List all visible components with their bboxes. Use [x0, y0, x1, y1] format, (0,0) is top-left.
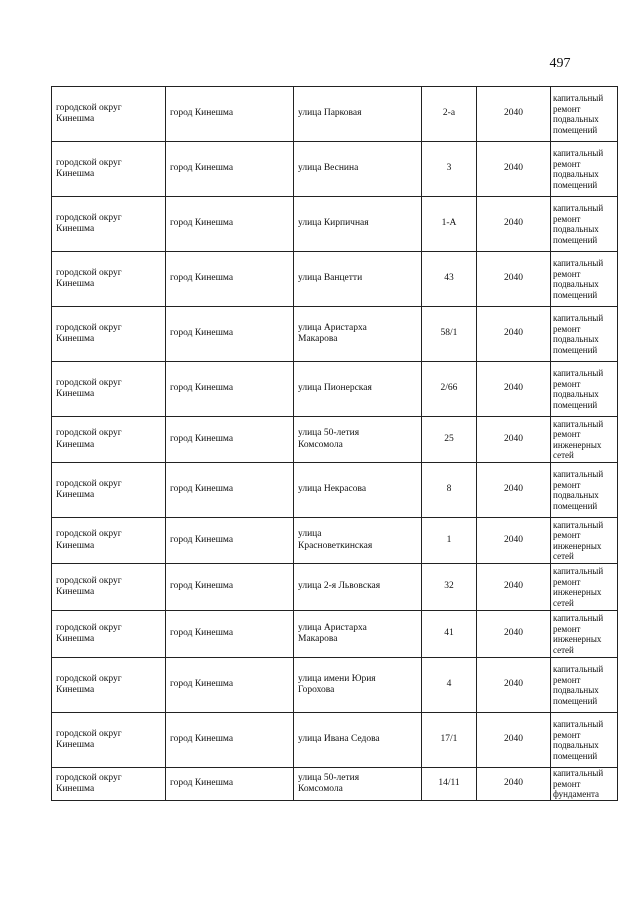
year-cell	[477, 307, 551, 362]
house-number-cell-text: 43	[444, 273, 454, 284]
house-number-cell	[422, 768, 477, 801]
street-cell	[294, 417, 422, 463]
year-cell-text: 2040	[504, 679, 523, 690]
year-cell-text: 2040	[504, 581, 523, 592]
municipality-cell	[52, 564, 166, 611]
settlement-cell	[166, 307, 294, 362]
settlement-cell-text: город Кинешма	[170, 328, 234, 339]
year-cell-text: 2040	[504, 383, 523, 394]
table-row	[52, 87, 618, 142]
street-cell-text: улица имени Юрия Горохова	[298, 673, 376, 695]
street-cell	[294, 142, 422, 197]
street-cell	[294, 197, 422, 252]
work-type-cell-text: капитальный ремонт инженерных сетей	[553, 613, 604, 655]
house-number-cell	[422, 142, 477, 197]
house-number-cell-text: 1-А	[441, 218, 457, 229]
year-cell	[477, 87, 551, 142]
work-type-cell	[551, 417, 618, 463]
street-cell	[294, 518, 422, 564]
house-number-cell	[422, 197, 477, 252]
work-type-cell-text: капитальный ремонт подвальных помещений	[553, 258, 604, 300]
street-cell	[294, 564, 422, 611]
municipality-cell	[52, 713, 166, 768]
municipality-cell-text: городской округ Кинешма	[56, 322, 122, 344]
year-cell	[477, 564, 551, 611]
municipality-cell-text: городской округ Кинешма	[56, 478, 122, 500]
settlement-cell-text: город Кинешма	[170, 433, 234, 444]
settlement-cell-text: город Кинешма	[170, 163, 234, 174]
work-type-cell-text: капитальный ремонт подвальных помещений	[553, 664, 604, 706]
municipality-cell-text: городской округ Кинешма	[56, 212, 122, 234]
year-cell	[477, 768, 551, 801]
house-number-cell	[422, 518, 477, 564]
year-cell-text: 2040	[504, 484, 523, 495]
settlement-cell-text: город Кинешма	[170, 581, 234, 592]
municipality-cell-text: городской округ Кинешма	[56, 428, 122, 450]
settlement-cell-text: город Кинешма	[170, 108, 234, 119]
page-number: 497	[549, 56, 571, 71]
street-cell-text: улица Веснина	[298, 163, 359, 174]
street-cell	[294, 768, 422, 801]
settlement-cell	[166, 362, 294, 417]
work-type-cell	[551, 713, 618, 768]
year-cell-text: 2040	[504, 163, 523, 174]
work-type-cell	[551, 142, 618, 197]
house-number-cell-text: 3	[446, 163, 452, 174]
table-row	[52, 768, 618, 801]
municipality-cell	[52, 611, 166, 658]
table-row	[52, 611, 618, 658]
street-cell-text: улица Пионерская	[298, 383, 372, 394]
street-cell	[294, 87, 422, 142]
year-cell-text: 2040	[504, 734, 523, 745]
settlement-cell	[166, 564, 294, 611]
year-cell	[477, 197, 551, 252]
settlement-cell	[166, 658, 294, 713]
settlement-cell-text: город Кинешма	[170, 218, 234, 229]
street-cell	[294, 463, 422, 518]
year-cell	[477, 463, 551, 518]
settlement-cell-text: город Кинешма	[170, 679, 234, 690]
house-number-cell-text: 58/1	[440, 328, 458, 339]
municipality-cell-text: городской округ Кинешма	[56, 529, 122, 551]
house-number-cell-text: 32	[444, 581, 454, 592]
house-number-cell-text: 25	[444, 433, 454, 444]
street-cell-text: улица Красноветкинская	[298, 529, 373, 551]
house-number-cell-text: 1	[446, 534, 452, 545]
table-row	[52, 417, 618, 463]
house-number-cell-text: 2/66	[440, 383, 458, 394]
house-number-cell	[422, 658, 477, 713]
work-type-cell	[551, 564, 618, 611]
year-cell-text: 2040	[504, 273, 523, 284]
work-type-cell	[551, 768, 618, 801]
street-cell	[294, 307, 422, 362]
municipality-cell-text: городской округ Кинешма	[56, 102, 122, 124]
street-cell-text: улица Кирпичная	[298, 218, 369, 229]
work-type-cell	[551, 307, 618, 362]
settlement-cell	[166, 417, 294, 463]
settlement-cell	[166, 768, 294, 801]
municipality-cell	[52, 417, 166, 463]
settlement-cell-text: город Кинешма	[170, 628, 234, 639]
work-type-cell	[551, 518, 618, 564]
house-number-cell	[422, 252, 477, 307]
municipality-cell	[52, 197, 166, 252]
table-row	[52, 252, 618, 307]
year-cell-text: 2040	[504, 218, 523, 229]
settlement-cell	[166, 142, 294, 197]
table-row	[52, 197, 618, 252]
year-cell-text: 2040	[504, 433, 523, 444]
street-cell	[294, 362, 422, 417]
settlement-cell-text: город Кинешма	[170, 778, 234, 789]
house-number-cell	[422, 362, 477, 417]
house-number-cell	[422, 611, 477, 658]
work-type-cell-text: капитальный ремонт инженерных сетей	[553, 519, 604, 561]
settlement-cell	[166, 463, 294, 518]
municipality-cell-text: городской округ Кинешма	[56, 157, 122, 179]
house-number-cell	[422, 463, 477, 518]
house-number-cell	[422, 307, 477, 362]
settlement-cell	[166, 252, 294, 307]
house-number-cell	[422, 564, 477, 611]
street-cell	[294, 252, 422, 307]
table-row	[52, 518, 618, 564]
year-cell-text: 2040	[504, 628, 523, 639]
table-row	[52, 564, 618, 611]
year-cell	[477, 611, 551, 658]
year-cell	[477, 658, 551, 713]
work-type-cell	[551, 362, 618, 417]
municipality-cell	[52, 142, 166, 197]
work-type-cell	[551, 197, 618, 252]
table-row	[52, 713, 618, 768]
house-number-cell-text: 4	[446, 679, 452, 690]
house-number-cell-text: 14/11	[438, 778, 460, 789]
street-cell	[294, 658, 422, 713]
work-type-cell-text: капитальный ремонт инженерных сетей	[553, 418, 604, 460]
settlement-cell-text: город Кинешма	[170, 273, 234, 284]
year-cell	[477, 252, 551, 307]
settlement-cell	[166, 518, 294, 564]
municipality-cell-text: городской округ Кинешма	[56, 728, 122, 750]
street-cell-text: улица Ванцетти	[298, 273, 363, 284]
table-row	[52, 658, 618, 713]
street-cell-text: улица Некрасова	[298, 484, 367, 495]
table-row	[52, 307, 618, 362]
work-type-cell-text: капитальный ремонт инженерных сетей	[553, 566, 604, 608]
year-cell-text: 2040	[504, 778, 523, 789]
settlement-cell	[166, 87, 294, 142]
municipality-cell-text: городской округ Кинешма	[56, 622, 122, 644]
house-number-cell	[422, 417, 477, 463]
work-type-cell-text: капитальный ремонт подвальных помещений	[553, 93, 604, 135]
house-number-cell	[422, 713, 477, 768]
municipality-cell-text: городской округ Кинешма	[56, 267, 122, 289]
municipality-cell	[52, 87, 166, 142]
street-cell-text: улица Аристарха Макарова	[298, 622, 367, 644]
municipality-cell	[52, 463, 166, 518]
settlement-cell-text: город Кинешма	[170, 484, 234, 495]
work-type-cell	[551, 611, 618, 658]
work-type-cell-text: капитальный ремонт подвальных помещений	[553, 719, 604, 761]
settlement-cell-text: город Кинешма	[170, 383, 234, 394]
street-cell	[294, 713, 422, 768]
house-number-cell-text: 2-а	[442, 108, 456, 119]
house-number-cell-text: 17/1	[440, 734, 458, 745]
year-cell	[477, 142, 551, 197]
work-type-cell-text: капитальный ремонт подвальных помещений	[553, 469, 604, 511]
year-cell-text: 2040	[504, 534, 523, 545]
municipality-cell-text: городской округ Кинешма	[56, 673, 122, 695]
municipality-cell	[52, 307, 166, 362]
year-cell	[477, 417, 551, 463]
settlement-cell	[166, 713, 294, 768]
settlement-cell	[166, 197, 294, 252]
work-type-cell	[551, 87, 618, 142]
year-cell	[477, 362, 551, 417]
municipality-cell-text: городской округ Кинешма	[56, 772, 122, 794]
work-type-cell-text: капитальный ремонт подвальных помещений	[553, 203, 604, 245]
settlement-cell-text: город Кинешма	[170, 734, 234, 745]
settlement-cell-text: город Кинешма	[170, 534, 234, 545]
table-row	[52, 362, 618, 417]
street-cell-text: улица 50-летия Комсомола	[298, 772, 360, 794]
work-type-cell-text: капитальный ремонт фундамента	[553, 768, 604, 800]
house-number-cell-text: 8	[446, 484, 452, 495]
year-cell-text: 2040	[504, 108, 523, 119]
work-type-cell-text: капитальный ремонт подвальных помещений	[553, 313, 604, 355]
street-cell-text: улица 2-я Львовская	[298, 581, 381, 592]
table-row	[52, 142, 618, 197]
street-cell-text: улица Парковая	[298, 108, 362, 119]
street-cell	[294, 611, 422, 658]
repair-schedule-table	[51, 86, 618, 801]
year-cell	[477, 518, 551, 564]
year-cell-text: 2040	[504, 328, 523, 339]
work-type-cell	[551, 463, 618, 518]
work-type-cell-text: капитальный ремонт подвальных помещений	[553, 148, 604, 190]
house-number-cell-text: 41	[444, 628, 454, 639]
municipality-cell	[52, 518, 166, 564]
street-cell-text: улица 50-летия Комсомола	[298, 428, 360, 450]
municipality-cell	[52, 252, 166, 307]
municipality-cell-text: городской округ Кинешма	[56, 377, 122, 399]
settlement-cell	[166, 611, 294, 658]
year-cell	[477, 713, 551, 768]
street-cell-text: улица Аристарха Макарова	[298, 322, 367, 344]
work-type-cell	[551, 252, 618, 307]
municipality-cell-text: городской округ Кинешма	[56, 575, 122, 597]
house-number-cell	[422, 87, 477, 142]
municipality-cell	[52, 658, 166, 713]
work-type-cell-text: капитальный ремонт подвальных помещений	[553, 368, 604, 410]
municipality-cell	[52, 362, 166, 417]
municipality-cell	[52, 768, 166, 801]
street-cell-text: улица Ивана Седова	[298, 734, 380, 745]
table-row	[52, 463, 618, 518]
work-type-cell	[551, 658, 618, 713]
